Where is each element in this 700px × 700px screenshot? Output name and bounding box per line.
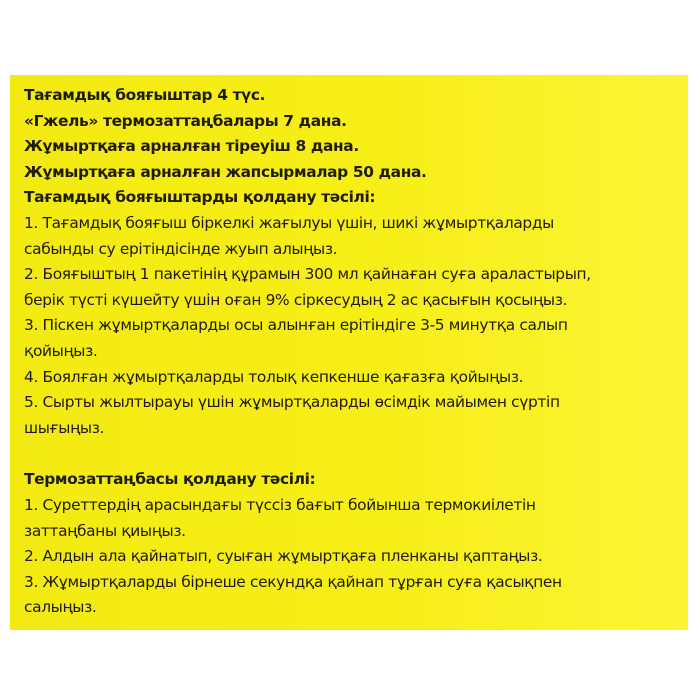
contents-line: Жұмыртқаға арналған жапсырмалар 50 дана. [24,162,427,181]
dye-section-heading: Тағамдық бояғыштарды қолдану тәсілі: [24,188,376,207]
contents-line: «Гжель» термозаттаңбалары 7 дана. [24,111,347,130]
label-step-line: салыңыз. [24,598,97,617]
label-step-line: заттаңбаны қиыңыз. [24,521,186,540]
contents-line: Тағамдық бояғыштар 4 түс. [24,86,266,104]
contents-line: Жұмыртқаға арналған тіреуіш 8 дана. [24,137,359,156]
label-section-heading: Термозаттаңбасы қолдану тәсілі: [24,470,316,489]
dye-step-line: 2. Бояғыштың 1 пакетінің құрамын 300 мл қайнаған суға араластырып, [24,265,591,284]
label-step-line: 3. Жұмыртқаларды бірнеше секундқа қайнап тұрған суға қасықпен [24,572,562,591]
dye-step-line: сабынды су ерітіндісінде жуып алыңыз. [24,239,338,258]
dye-step-line: шығыңыз. [24,418,105,437]
label-step-line: 2. Алдын ала қайнатып, суыған жұмыртқаға пленканы қаптаңыз. [24,547,543,566]
dye-step-line: қойыңыз. [24,341,98,360]
label-step-line: 1. Суреттердің арасындағы түссіз бағыт бойынша термокиілетін [24,495,536,514]
section-spacer [24,441,688,467]
dye-step-line: берік түсті күшейту үшін оған 9% сіркесудың 2 ас қасығын қосыңыз. [24,290,568,309]
instructions-panel [10,75,688,630]
dye-step-line: 3. Піскен жұмыртқаларды осы алынған ерітіндіге 3-5 минутқа салып [24,316,568,335]
dye-step-line: 1. Тағамдық бояғыш біркелкі жағылуы үшін, шикі жұмыртқаларды [24,213,554,232]
dye-step-line: 5. Сырты жылтырауы үшін жұмыртқаларды өсімдік майымен сүртіп [24,393,560,412]
dye-step-line: 4. Боялған жұмыртқаларды толық кепкенше қағазға қойыңыз. [24,367,524,386]
